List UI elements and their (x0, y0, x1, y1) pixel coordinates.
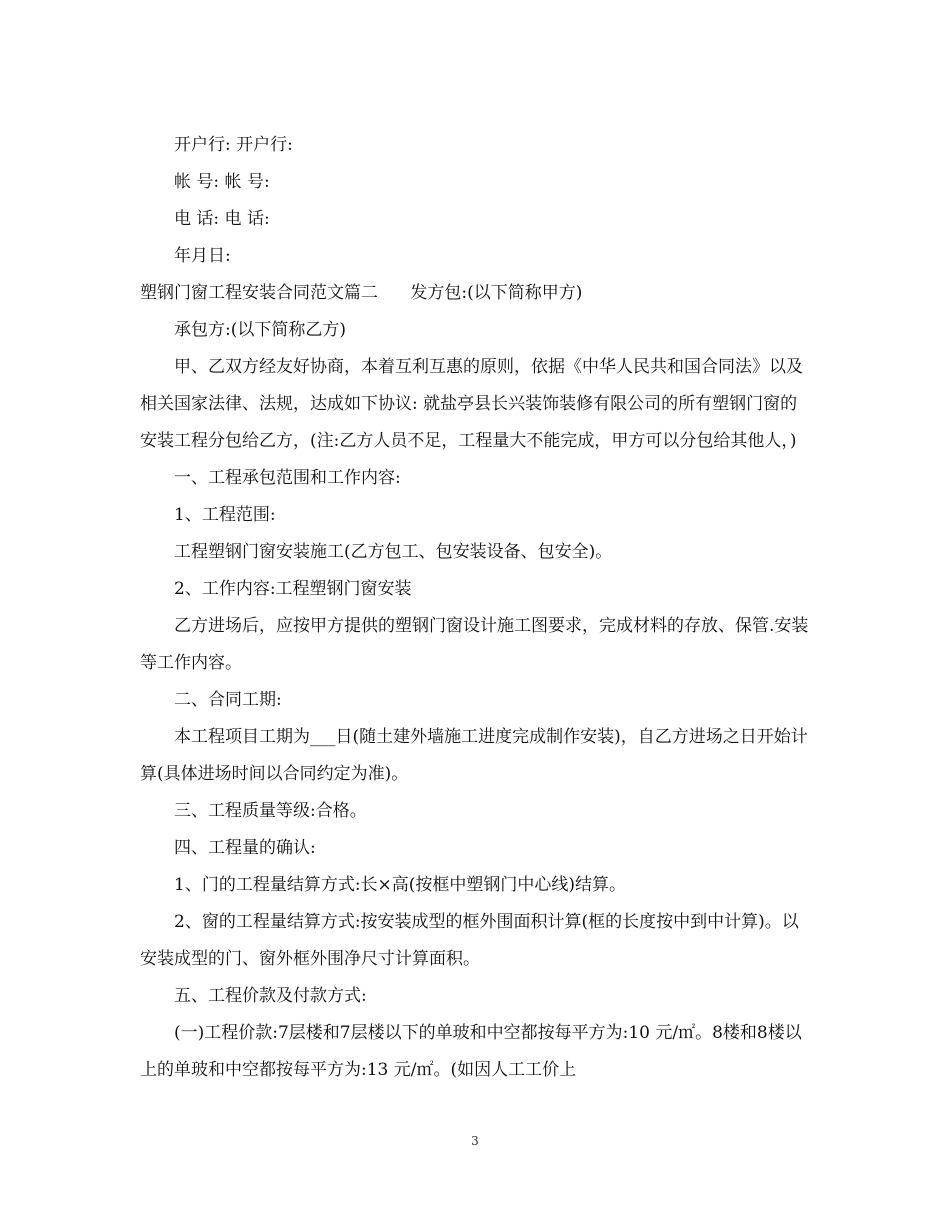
paragraph-2: 帐 号: 帐 号: (174, 172, 270, 192)
paragraph-7: 甲、乙双方经友好协商，本着互利互惠的原则，依据《中华人民共和国合同法》以及相关国家法律、法规，达成如下协议: 就盐亭县长兴装饰装修有限公司的所有塑钢门窗的安装工程分包给乙方，(注:乙方人员不足，工程量大不能完成，甲方可以分包给其他人，) (140, 357, 803, 451)
paragraph-3: 电 话: 电 话: (174, 209, 270, 229)
paragraph-11: 2、工作内容:工程塑钢门窗安装 (174, 579, 412, 599)
paragraph-6: 承包方:(以下简称乙方) (174, 320, 346, 340)
paragraph-18: 2、窗的工程量结算方式:按安装成型的框外围面积计算(框的长度按中到中计算)。以安装成型的门、窗外框外围净尺寸计算面积。 (140, 912, 799, 969)
paragraph-17: 1、门的工程量结算方式:长×高(按框中塑钢门中心线)结算。 (174, 875, 627, 895)
paragraph-13: 二、合同工期: (174, 690, 282, 710)
paragraph-14: 本工程项目工期为___日(随土建外墙施工进度完成制作安装)，自乙方进场之日开始计算(具体进场时间以合同约定为准)。 (140, 727, 808, 784)
paragraph-8: 一、工程承包范围和工作内容: (174, 468, 401, 488)
paragraph-15: 三、工程质量等级:合格。 (174, 801, 367, 821)
paragraph-16: 四、工程量的确认: (174, 838, 316, 858)
paragraph-9: 1、工程范围: (174, 505, 276, 525)
paragraph-1: 开户行: 开户行: (174, 135, 293, 155)
document-body (140, 127, 810, 1089)
section-heading: 塑钢门窗工程安装合同范文篇二 发方包:(以下简称甲方) (140, 283, 583, 303)
paragraph-10: 工程塑钢门窗安装施工(乙方包工、包安装设备、包安全)。 (174, 542, 613, 562)
paragraph-4: 年月日: (174, 246, 231, 266)
paragraph-12: 乙方进场后，应按甲方提供的塑钢门窗设计施工图要求，完成材料的存放、保管.安装等工作内容。 (140, 616, 809, 673)
page-number: 3 (471, 1134, 479, 1148)
paragraph-19: 五、工程价款及付款方式: (174, 986, 367, 1006)
paragraph-20: (一)工程价款:7层楼和7层楼以下的单玻和中空都按每平方为:10 元/㎡。8楼和8楼以上的单玻和中空都按每平方为:13 元/㎡。(如因人工工价上 (140, 1023, 802, 1080)
